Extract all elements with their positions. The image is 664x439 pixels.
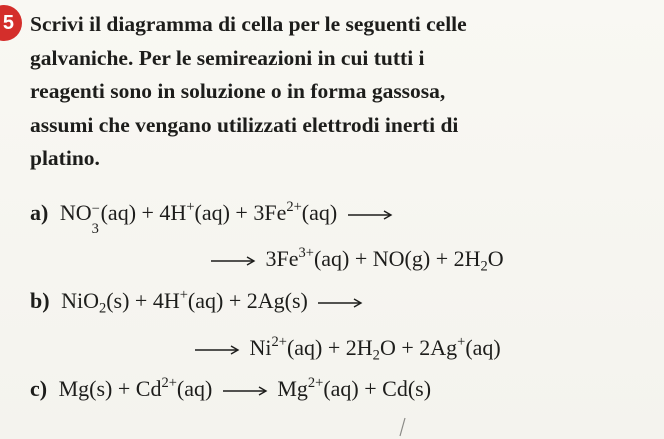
- chem-superscript: 3+: [298, 245, 314, 261]
- chem-superscript: +: [179, 287, 188, 303]
- reaction-arrow-icon: [222, 385, 268, 397]
- chem-subscript: 2: [480, 258, 488, 275]
- chem-text: (aq) + 2H: [286, 335, 373, 360]
- chem-text: O: [487, 246, 504, 271]
- chem-superscript: +: [186, 199, 195, 215]
- chem-text: 3Fe: [265, 246, 299, 271]
- chem-text: Mg: [277, 376, 308, 401]
- chem-superscript: +: [457, 334, 466, 350]
- chem-text: (aq) + 4H: [100, 200, 187, 225]
- chem-superscript: 2+: [286, 199, 302, 215]
- reaction-arrow-icon: [347, 209, 393, 221]
- reaction-a-reactants: a) NO − 3 $(aq) + 4H^+(aq) + 3Fe^{2+}(aq)$: [30, 198, 397, 228]
- chem-text: Mg(s) + Cd: [58, 376, 162, 401]
- chem-superscript: 2+: [307, 375, 324, 391]
- exercise-number-badge: [0, 5, 22, 41]
- reaction-c: [30, 374, 431, 404]
- reaction-arrow-icon: [194, 344, 240, 356]
- exercise-instructions: [30, 8, 658, 176]
- chem-text: (aq): [176, 376, 213, 401]
- chem-subscript: 2: [98, 300, 107, 317]
- chem-text: NO: [59, 200, 92, 225]
- instruction-line: galvaniche. Per le semireazioni in cui tutti i: [30, 45, 425, 70]
- chem-text: (aq) + 2Ag(s): [187, 288, 308, 313]
- reaction-a-products: [206, 244, 504, 274]
- reaction-a-label: a): [30, 200, 49, 225]
- exercise-number: 5: [2, 12, 14, 34]
- reaction-c-label: c): [30, 376, 48, 401]
- chem-superscript: 2+: [271, 334, 287, 350]
- reaction-arrow-icon: [210, 255, 256, 267]
- chem-text: (aq): [465, 335, 501, 360]
- chem-text: (s) + 4H: [106, 288, 180, 313]
- instruction-line: platino.: [30, 146, 100, 171]
- chem-superscript: 2+: [161, 375, 177, 391]
- chem-text: Ni: [249, 335, 272, 360]
- pencil-mark-icon: [396, 417, 410, 437]
- chem-text: O + 2Ag: [379, 335, 458, 360]
- instruction-line: assumi che vengano utilizzati elettrodi inerti di: [30, 112, 459, 137]
- reaction-b-products: [190, 333, 501, 363]
- chem-text: (aq) + Cd(s): [323, 376, 432, 401]
- instruction-line: Scrivi il diagramma di cella per le seguenti celle: [30, 12, 467, 36]
- chem-text: (aq) + 3Fe: [194, 200, 287, 225]
- reaction-b-reactants: [30, 286, 367, 316]
- chem-text: NiO: [61, 288, 99, 313]
- reaction-arrow-icon: [317, 297, 363, 309]
- instruction-line: reagenti sono in soluzione o in forma gassosa,: [30, 79, 446, 104]
- reaction-b-label: b): [30, 288, 50, 313]
- chem-text: (aq): [301, 200, 338, 225]
- chem-text: (aq) + NO(g) + 2H: [313, 246, 481, 271]
- chem-subscript: 2: [372, 347, 380, 364]
